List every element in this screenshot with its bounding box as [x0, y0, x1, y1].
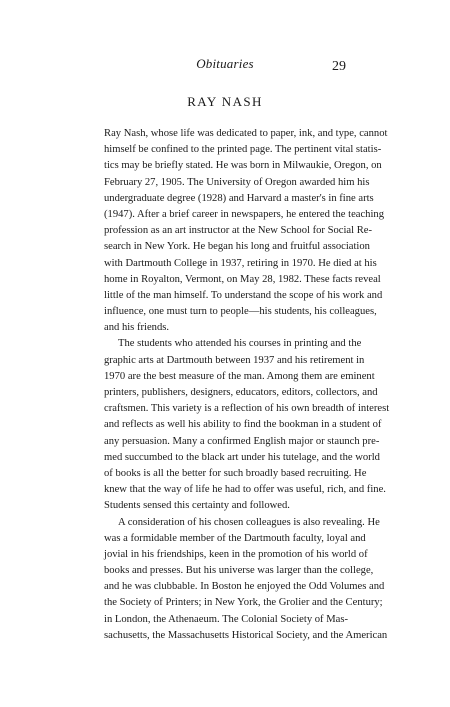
text-line: was a formidable member of the Dartmouth faculty, loyal and	[104, 532, 366, 544]
text-line: tics may be briefly stated. He was born in Milwaukie, Oregon, on	[104, 160, 382, 172]
text-line: and he was clubbable. In Boston he enjoyed the Odd Volumes and	[104, 581, 385, 593]
text-line: any persuasion. Many a confirmed English major or staunch pre-	[104, 435, 380, 447]
text-line: books and presses. But his universe was larger than the college,	[104, 565, 374, 577]
text-line: sachusetts, the Massachusetts Historical Society, and the American	[104, 629, 388, 641]
text-line: Ray Nash, whose life was dedicated to paper, ink, and type, cannot	[104, 128, 388, 139]
text-line: Students sensed this certainty and followed.	[104, 500, 290, 512]
text-line: influence, one must turn to people—his students, his colleagues,	[104, 306, 377, 318]
text-line: search in New York. He began his long and fruitful association	[104, 241, 370, 253]
text-line: himself be confined to the printed page. The pertinent vital statis-	[104, 144, 382, 156]
text-line: with Dartmouth College in 1937, retiring in 1970. He died at his	[104, 257, 377, 269]
article-title: RAY NASH	[187, 94, 263, 109]
text-line: undergraduate degree (1928) and Harvard a master's in fine arts	[104, 192, 374, 204]
text-line: jovial in his friendships, keen in the promotion of his world of	[104, 548, 368, 560]
text-line: knew that the way of life he had to offer was useful, rich, and fine.	[104, 484, 386, 496]
text-line: little of the man himself. To understand the scope of his work and	[104, 289, 383, 301]
article-body	[104, 126, 390, 644]
text-line: med succumbed to the black art under his tutelage, and the world	[104, 451, 380, 463]
text-line: A consideration of his chosen colleagues is also revealing. He	[118, 516, 380, 528]
text-line: and reflects as well his ability to find the bookman in a student of	[104, 419, 382, 431]
text-line: craftsmen. This variety is a reflection of his own breadth of interest	[104, 403, 390, 415]
text-line: the Society of Printers; in New York, the Grolier and the Century;	[104, 597, 383, 609]
text-line: 1970 are the best measure of the man. Among them are eminent	[104, 370, 375, 382]
text-line: profession as an art instructor at the New School for Social Re-	[104, 225, 373, 237]
text-line: home in Royalton, Vermont, on May 28, 1982. These facts reveal	[104, 273, 381, 285]
text-line: graphic arts at Dartmouth between 1937 and his retirement in	[104, 354, 365, 366]
text-line: February 27, 1905. The University of Oregon awarded him his	[104, 176, 370, 188]
paragraph	[104, 126, 388, 336]
text-line: of books is all the better for such broadly based recruiting. He	[104, 467, 367, 479]
running-head	[0, 54, 450, 74]
text-line: and his friends.	[104, 322, 170, 334]
text-line: printers, publishers, designers, educators, editors, collectors, and	[104, 387, 378, 398]
paragraph	[104, 336, 390, 514]
page-number: 29	[332, 59, 346, 74]
running-title: Obituaries	[196, 56, 254, 71]
text-line: (1947). After a brief career in newspapers, he entered the teaching	[104, 208, 385, 220]
text-line: The students who attended his courses in printing and the	[118, 338, 362, 350]
paragraph	[104, 515, 388, 645]
text-line: in London, the Athenaeum. The Colonial Society of Mas-	[104, 613, 349, 625]
